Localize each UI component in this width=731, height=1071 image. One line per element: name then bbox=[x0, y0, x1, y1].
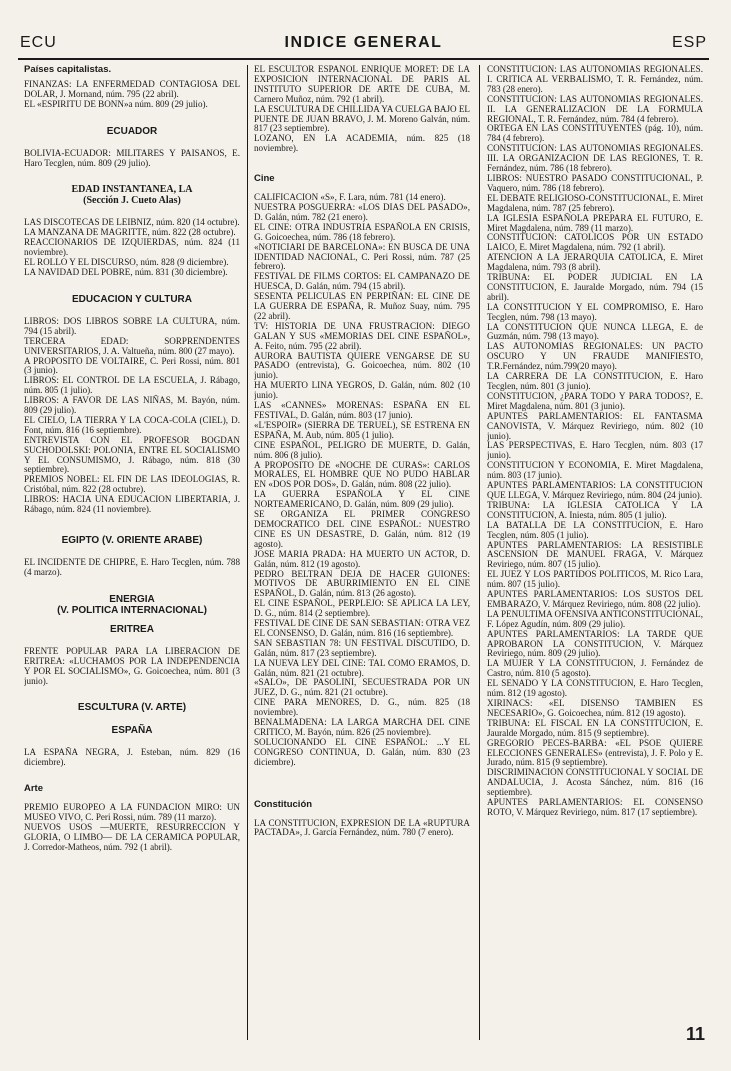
page-number: 11 bbox=[685, 1024, 705, 1044]
index-entry: LA ESPAÑA NEGRA, J. Esteban, núm. 829 (16 diciembre). bbox=[24, 747, 240, 768]
index-entry: LA ESCULTURA DE CHILLIDA YA CUELGA BAJO EL PUENTE DE JUAN BRAVO, J. M. Moreno Galván, núm. 817 (23 septiembre). bbox=[254, 103, 470, 134]
index-entry: EL SENADO Y LA CONSTITUCION, E. Haro Tecglen, núm. 812 (19 agosto). bbox=[487, 678, 703, 699]
index-entry: LA NAVIDAD DEL POBRE, núm. 831 (30 diciembre). bbox=[24, 266, 228, 277]
section-subheading: Cine bbox=[254, 173, 275, 185]
index-entry: CINE PARA MENORES, D. G., núm. 825 (18 noviembre). bbox=[254, 697, 470, 718]
index-entry: APUNTES PARLAMENTARIOS: LA CONSTITUCION QUE LLEGA, V. Márquez Reviriego, núm. 804 (24 junio). bbox=[487, 480, 703, 500]
section-subheading: Constitución bbox=[254, 798, 313, 810]
index-entry: APUNTES PARLAMENTARIOS: EL CONSENSO ROTO, V. Márquez Reviriego, núm. 817 (17 septiembre). bbox=[487, 797, 703, 817]
index-entry: BENALMADENA: LA LARGA MARCHA DEL CINE CRITICO, M. Bayón, núm. 826 (25 noviembre). bbox=[254, 717, 470, 737]
section-subheading: (V. POLITICA INTERNACIONAL) bbox=[57, 604, 207, 616]
index-entry: LA CARRERA DE LA CONSTITUCION, E. Haro Tecglen, núm. 801 (3 junio). bbox=[487, 371, 703, 391]
index-entry: TERCERA EDAD: SORPRENDENTES UNIVERSITARIOS, J. A. Valtueña, núm. 800 (27 mayo). bbox=[24, 335, 240, 356]
index-entry: JOSE MARIA PRADA: HA MUERTO UN ACTOR, D. Galán, núm. 812 (19 agosto). bbox=[254, 548, 470, 569]
index-entry: LAS AUTONOMIAS REGIONALES: UN PACTO OSCURO Y UN FRAUDE MANIFIESTO, T.R.Fernández, núm.799(20 mayo). bbox=[487, 341, 703, 372]
index-entry: EL CIELO, LA TIERRA Y LA COCA-COLA (CIEL), D. Font, núm. 816 (16 septiembre). bbox=[24, 414, 240, 435]
section-heading: ESPAÑA bbox=[111, 725, 153, 737]
index-entry: PEDRO BELTRAN DEJA DE HACER GUIONES: MOTIVOS DE ABURRIMIENTO EN EL CINE ESPAÑOL, D. Galán, núm. 813 (26 agosto). bbox=[254, 568, 470, 599]
index-entry: FINANZAS: LA ENFERMEDAD CONTAGIOSA DEL DOLAR, J. Mornand, núm. 795 (22 abril). bbox=[24, 78, 240, 99]
index-entry: APUNTES PARLAMENTARIOS: LOS SUSTOS DEL EMBARAZO, V. Márquez Reviriego, núm. 808 (22 julio). bbox=[487, 589, 703, 609]
index-column-1 bbox=[24, 65, 240, 1040]
index-entry: EL CINE: OTRA INDUSTRIA ESPAÑOLA EN CRISIS, G. Goicoechea, núm. 786 (18 febrero). bbox=[254, 221, 470, 242]
index-entry: LA MANZANA DE MAGRITTE, núm. 822 (28 octubre). bbox=[24, 227, 236, 238]
index-entry: LIBROS: NUESTRO PASADO CONSTITUCIONAL, P. Vaquero, núm. 786 (18 febrero). bbox=[487, 172, 703, 193]
index-entry: SOLUCIONANDO EL CINE ESPAÑOL: ...Y EL CONGRESO CONTINUA, D. Galán, núm. 830 (23 diciembre). bbox=[254, 736, 470, 767]
index-entry: PREMIO EUROPEO A LA FUNDACION MIRO: UN MUSEO VIVO, C. Peri Rossi, núm. 789 (11 marzo). bbox=[24, 802, 240, 823]
section-heading: EGIPTO (V. ORIENTE ARABE) bbox=[61, 535, 203, 546]
index-entry: CONSTITUCION: CATOLICOS POR UN ESTADO LAICO, E. Miret Magdalena, núm. 792 (1 abril). bbox=[487, 232, 703, 253]
index-entry: SE ORGANIZA EL PRIMER CONGRESO DEMOCRATICO DEL CINE ESPAÑOL: NUESTRO CINE ES UN DESASTRE, D. Galán, núm. 812 (19 agosto). bbox=[254, 509, 470, 549]
index-entry: «L'ESPOIR» (SIERRA DE TERUEL), SE ESTRENA EN ESPAÑA, M. Aub, núm. 805 (1 julio). bbox=[254, 419, 470, 440]
index-entry: REACCIONARIOS DE IZQUIERDAS, núm. 824 (11 noviembre). bbox=[24, 237, 240, 258]
column-divider bbox=[247, 65, 248, 1040]
index-entry: LOZANO, EN LA ACADEMIA, núm. 825 (18 noviembre). bbox=[254, 133, 470, 154]
index-entry: EL DEBATE RELIGIOSO-CONSTITUCIONAL, E. Miret Magdalena, núm. 787 (25 febrero). bbox=[487, 192, 703, 213]
section-subheading: Arte bbox=[24, 783, 44, 795]
section-heading: ENERGIA bbox=[109, 593, 155, 605]
index-entry: LIBROS: EL CONTROL DE LA ESCUELA, J. Rábago, núm. 805 (1 julio). bbox=[24, 375, 240, 396]
index-entry: «NOTICIARI DE BARCELONA»: EN BUSCA DE UNA IDENTIDAD NACIONAL, C. Peri Rossi, núm. 787 (25 febrero). bbox=[254, 241, 470, 272]
index-entry: LA MUJER Y LA CONSTITUCION, J. Fernández de Castro, núm. 810 (5 agosto). bbox=[487, 658, 703, 679]
header-right: ESP bbox=[671, 34, 707, 51]
index-entry: CONSTITUCION: LAS AUTONOMIAS REGIONALES. II. LA GENERALIZACION DE LA FORMULA REGIONAL, T. R. Fernández, núm. 784 (4 febrero). bbox=[487, 93, 703, 124]
section-heading: ECUADOR bbox=[106, 125, 158, 137]
index-entry: TRIBUNA: EL FISCAL EN LA CONSTITUCION, E. Jauralde Morgado, núm. 815 (9 septiembre). bbox=[487, 717, 703, 738]
index-entry: PREMIOS NOBEL: EL FIN DE LAS IDEOLOGIAS, R. Cristóbal, núm. 822 (28 octubre). bbox=[24, 474, 240, 495]
section-heading: ERITREA bbox=[110, 623, 154, 635]
index-entry: CALIFICACION «S», F. Lara, núm. 781 (14 enero). bbox=[254, 192, 446, 203]
index-entry: GREGORIO PECES-BARBA: «EL PSOE QUIERE ELECCIONES GENERALES» (entrevista), J. F. Polo y E. Jurado, núm. 815 (9 septiembre). bbox=[487, 737, 703, 768]
index-entry: NUESTRA POSGUERRA: «LOS DIAS DEL PASADO», D. Galán, núm. 782 (21 enero). bbox=[254, 201, 470, 222]
index-entry: LA IGLESIA ESPAÑOLA PREPARA EL FUTURO, E. Miret Magdalena, núm. 789 (11 marzo). bbox=[487, 212, 703, 233]
index-entry: APUNTES PARLAMENTARIOS: LA TARDE QUE APROBARON LA CONSTITUCION, V. Márquez Reviriego, núm. 809 (29 julio). bbox=[487, 628, 703, 659]
index-column-2 bbox=[254, 65, 470, 1040]
index-entry: TRIBUNA: LA IGLESIA CATOLICA Y LA CONSTITUCION, A. Iniesta, núm. 805 (1 julio). bbox=[487, 499, 703, 520]
index-entry: DISCRIMINACION CONSTITUCIONAL Y SOCIAL DE ANDALUCIA, J. Acosta Sánchez, núm. 816 (16 septiembre). bbox=[487, 767, 703, 798]
section-subheading: (Sección J. Cueto Alas) bbox=[83, 195, 181, 207]
index-entry: LA BATALLA DE LA CONSTITUCION, E. Haro Tecglen, núm. 805 (1 julio). bbox=[487, 519, 703, 540]
index-entry: FRENTE POPULAR PARA LA LIBERACION DE ERITREA: «LUCHAMOS POR LA INDEPENDENCIA Y POR EL SOCIALISMO», G. Goicoechea, núm. 801 (3 junio). bbox=[24, 645, 240, 686]
index-entry: HA MUERTO LINA YEGROS, D. Galán, núm. 802 (10 junio). bbox=[254, 380, 470, 401]
index-entry: SAN SEBASTIAN 78: UN FESTIVAL DISCUTIDO, D. Galán, núm. 817 (23 septiembre). bbox=[254, 637, 470, 658]
index-entry: EL «ESPIRITU DE BONN»a núm. 809 (29 julio). bbox=[24, 98, 208, 109]
index-entry: A PROPOSITO DE «NOCHE DE CURAS»: CARLOS MORALES, EL HOMBRE QUE NO PUDO HABLAR EN «DOS POR DOS», D. Galán, núm. 808 (22 julio). bbox=[254, 459, 470, 490]
index-entry: SESENTA PELICULAS EN PERPIÑAN: EL CINE DE LA GUERRA DE ESPAÑA, R. Muñoz Suay, núm. 795 (22 abril). bbox=[254, 291, 470, 321]
index-entry: LA GUERRA ESPAÑOLA Y EL CINE NORTEAMERICANO, D. Galán, núm. 809 (29 julio). bbox=[254, 489, 470, 510]
index-entry: AURORA BAUTISTA QUIERE VENGARSE DE SU PASADO (entrevista), G. Goicoechea, núm. 802 (10 junio). bbox=[254, 350, 470, 381]
index-entry: CONSTITUCION, ¿PARA TODO Y PARA TODOS?, E. Miret Magdalena, núm. 801 (3 junio). bbox=[487, 390, 703, 411]
index-entry: «SALO», DE PASOLINI, SECUESTRADA POR UN JUEZ, D. G., núm. 821 (21 octubre). bbox=[254, 677, 470, 698]
index-entry: LAS «CANNES» MORENAS: ESPAÑA EN EL FESTIVAL, D. Galán, núm. 803 (17 junio). bbox=[254, 400, 470, 420]
index-entry: CONSTITUCION: LAS AUTONOMIAS REGIONALES. III. LA ORGANIZACION DE LAS REGIONES, T. R. Fernández, núm. 786 (18 febrero). bbox=[487, 143, 703, 174]
index-entry: EL ROLLO Y EL DISCURSO, núm. 828 (9 diciembre). bbox=[24, 257, 229, 268]
column-divider bbox=[479, 65, 480, 1040]
index-entry: CONSTITUCION: LAS AUTONOMIAS REGIONALES. I. CRITICA AL VERBALISMO, T. R. Fernández, núm. 783 (28 enero). bbox=[487, 65, 703, 94]
page-title: INDICE GENERAL bbox=[284, 34, 443, 51]
index-entry: ORTEGA EN LAS CONSTITUYENTES (pág. 10), núm. 784 (4 febrero). bbox=[487, 123, 703, 144]
index-entry: FESTIVAL DE FILMS CORTOS: EL CAMPANAZO DE HUESCA, D. Galán, núm. 794 (15 abril). bbox=[254, 271, 470, 292]
index-entry: FESTIVAL DE CINE DE SAN SEBASTIAN: OTRA VEZ EL CONSENSO, D. Galán, núm. 816 (16 septiembre). bbox=[254, 618, 470, 638]
section-heading: EDUCACION Y CULTURA bbox=[71, 293, 192, 305]
section-heading: Países capitalistas. bbox=[24, 65, 112, 75]
index-entry: LIBROS: DOS LIBROS SOBRE LA CULTURA, núm. 794 (15 abril). bbox=[24, 315, 240, 336]
index-entry: LIBROS: A FAVOR DE LAS NIÑAS, M. Bayón, núm. 809 (29 julio). bbox=[24, 395, 240, 416]
index-entry: ATENCION A LA JERARQUIA CATOLICA, E. Miret Magdalena, núm. 793 (8 abril). bbox=[487, 252, 703, 273]
index-entry: EL INCIDENTE DE CHIPRE, E. Haro Tecglen, núm. 788 (4 marzo). bbox=[24, 557, 240, 577]
header-left: ECU bbox=[20, 34, 57, 51]
index-entry: LA CONSTITUCION, EXPRESION DE LA «RUPTURA PACTADA», J. García Fernández, núm. 780 (7 enero). bbox=[254, 817, 470, 838]
section-heading: EDAD INSTANTANEA, LA bbox=[71, 184, 193, 196]
page-header bbox=[18, 32, 709, 60]
index-entry: CINE ESPAÑOL, PELIGRO DE MUERTE, D. Galán, núm. 806 (8 julio). bbox=[254, 439, 470, 460]
index-entry: ENTREVISTA CON EL PROFESOR BOGDAN SUCHODOLSKI: POLONIA, ENTRE EL SOCIALISMO Y EL CONSUMISMO, J. Rábago, núm. 818 (30 septiembre). bbox=[24, 434, 240, 475]
index-entry: TRIBUNA: EL PODER JUDICIAL EN LA CONSTITUCION, E. Jauralde Morgado, núm. 794 (15 abril). bbox=[487, 272, 703, 302]
index-entry: LA NUEVA LEY DEL CINE: TAL COMO ERAMOS, D. Galán, núm. 821 (21 octubre). bbox=[254, 657, 470, 678]
index-entry: EL JUEZ Y LOS PARTIDOS POLITICOS, M. Rico Lara, núm. 807 (15 julio). bbox=[487, 569, 703, 590]
index-entry: LAS DISCOTECAS DE LEIBNIZ, núm. 820 (14 octubre). bbox=[24, 217, 240, 228]
index-entry: BOLIVIA-ECUADOR: MILITARES Y PAISANOS, E. Haro Tecglen, núm. 809 (29 julio). bbox=[24, 147, 240, 168]
index-entry: CONSTITUCION Y ECONOMIA, E. Miret Magdalena, núm. 803 (17 junio). bbox=[487, 460, 703, 481]
index-entry: LA CONSTITUCION QUE NUNCA LLEGA, E. de Guzmán, núm. 798 (13 mayo). bbox=[487, 321, 703, 342]
index-entry: TV: HISTORIA DE UNA FRUSTRACION: DIEGO GALAN Y SUS «MEMORIAS DEL CINE ESPAÑOL», A. Feito, núm. 795 (22 abril). bbox=[254, 320, 470, 351]
index-entry: A PROPOSITO DE VOLTAIRE, C. Peri Rossi, núm. 801 (3 junio). bbox=[24, 355, 240, 376]
index-entry: LA CONSTITUCION Y EL COMPROMISO, E. Haro Tecglen, núm. 798 (13 mayo). bbox=[487, 301, 703, 322]
section-heading: ESCULTURA (V. ARTE) bbox=[77, 702, 187, 714]
index-entry: XIRINACS: «EL DISENSO TAMBIEN ES NECESARIO», G. Goicoechea, núm. 812 (19 agosto). bbox=[487, 698, 703, 718]
index-entry: APUNTES PARLAMENTARIOS: EL FANTASMA CANOVISTA, V. Márquez Reviriego, núm. 802 (10 junio). bbox=[487, 410, 703, 441]
index-column-3 bbox=[487, 65, 703, 1040]
index-entry: EL ESCULTOR ESPAÑOL ENRIQUE MORET: DE LA EXPOSICION INTERNACIONAL DE PARIS AL INSTITUTO SUPERIOR DE ARTE DE CUBA, M. Carnero Muñoz, núm. 792 (1 abril). bbox=[254, 65, 470, 104]
index-entry: EL CINE ESPAÑOL, PERPLEJO: SE APLICA LA LEY, D. G., núm. 814 (2 septiembre). bbox=[254, 598, 470, 619]
index-entry: LA PENULTIMA OFENSIVA ANTICONSTITUCIONAL, F. López Agudín, núm. 809 (29 julio). bbox=[487, 608, 703, 629]
index-entry: NUEVOS USOS —MUERTE, RESURRECCION Y GLORIA, O LIMBO— DE LA CERAMICA POPULAR, J. Corredor-Matheos, núm. 792 (1 abril). bbox=[24, 821, 240, 852]
index-entry: APUNTES PARLAMENTARIOS: LA RESISTIBLE ASCENSION DE MANUEL FRAGA, V. Márquez Reviriego, núm. 807 (15 julio). bbox=[487, 539, 703, 570]
index-entry: LAS PERSPECTIVAS, E. Haro Tecglen, núm. 803 (17 junio). bbox=[487, 440, 703, 461]
index-entry: LIBROS: HACIA UNA EDUCACION LIBERTARIA, J. Rábago, núm. 824 (11 noviembre). bbox=[24, 494, 240, 515]
